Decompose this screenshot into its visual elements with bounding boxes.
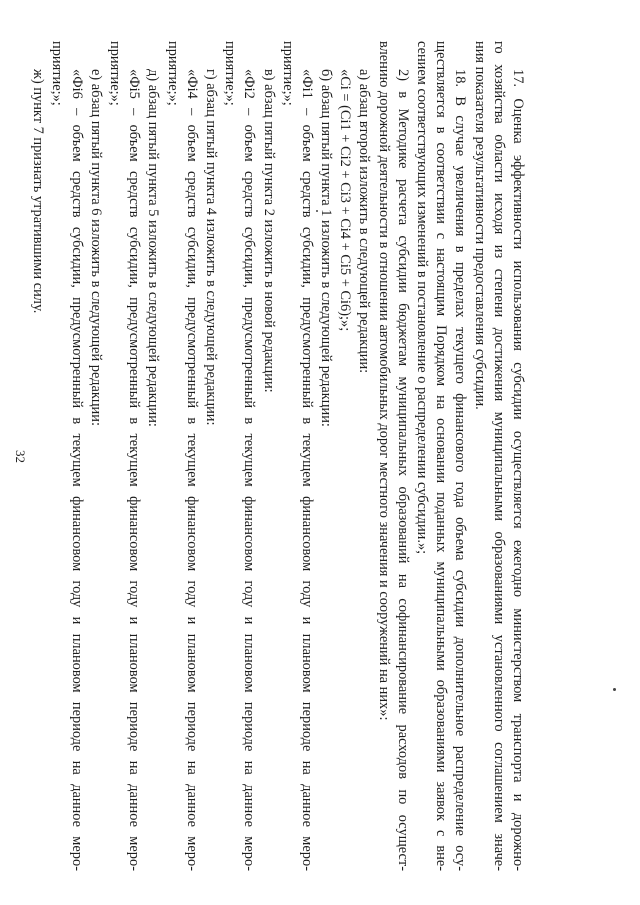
document-line: «Фi5 – объем средств субсидии, предусмотренный в текущем финансовом году и плановом периоде на данное меро- [126,69,143,871]
document-line: «Фi1 – объем средств субсидии, предусмотренный в текущем финансовом году и плановом периоде на данное меро- [298,69,315,871]
page-number: 32 [13,450,28,463]
document-line: д) абзац пятый пункта 5 изложить в следующей редакции: [145,69,162,427]
document-line: е) абзац пятый пункта 6 изложить в следующей редакции: [87,69,104,426]
document-line: 2) в Методике расчета субсидии бюджетам муниципальных образований на софинансирование расходов по осущест- [394,69,411,871]
document-line: в) абзац пятый пункта 2 изложить в новой редакции: [260,69,277,393]
document-line: б) абзац пятый пункта 1 изложить в следующей редакции: [318,69,335,427]
document-line: приятие;»; [222,41,239,106]
document-line: «Ci = (Ci1 + Ci2 + Ci3 + Ci4 + Ci5 + Ci6);»; [337,69,354,332]
document-line: а) абзац второй изложить в следующей редакции: [356,69,373,374]
scan-speck [613,688,616,691]
document-line: сением соответствующих изменений в постановление о распределении субсидии.»; [414,41,431,555]
document-line: ществляется в соответствии с настоящим Порядком на основании поданных муниципальными образованиями заявок с вне- [433,41,450,871]
document-line: 18. В случае увеличения в пределах текущего финансового года объема субсидии дополнительное распределение осу- [452,69,469,871]
document-line: ния показателя результативности предоставления субсидии. [471,41,488,410]
scan-speck [316,210,318,212]
document-line: приятие;»; [107,41,124,106]
document-line: го хозяйства области исходя из степени достижения муниципальными образованиями установленного соглашением значе- [490,41,507,871]
document-body [28,41,527,871]
document-line: приятие;»; [164,41,181,106]
document-line: «Фi6 – объем средств субсидии, предусмотренный в текущем финансовом году и плановом периоде на данное меро- [68,69,85,871]
document-line: влению дорожной деятельности в отношении автомобильных дорог местного значения и сооружений на них»: [375,41,392,721]
document-line: г) абзац пятый пункта 4 изложить в следующей редакции: [203,69,219,426]
document-line: приятие;»; [279,41,296,106]
document-line: «Фi2 – объем средств субсидии, предусмотренный в текущем финансовом году и плановом периоде на данное меро- [241,69,258,871]
document-line: ж) пункт 7 признать утратившими силу. [30,69,47,314]
document-line: «Фi4 – объем средств субсидии, предусмотренный в текущем финансовом году и плановом периоде на данное меро- [183,69,200,871]
document-line: приятие;»; [49,41,66,106]
document-line: 17. Оценка эффективности использования субсидии осуществляется ежегодно министерством транспорта и дорожно- [510,69,526,871]
